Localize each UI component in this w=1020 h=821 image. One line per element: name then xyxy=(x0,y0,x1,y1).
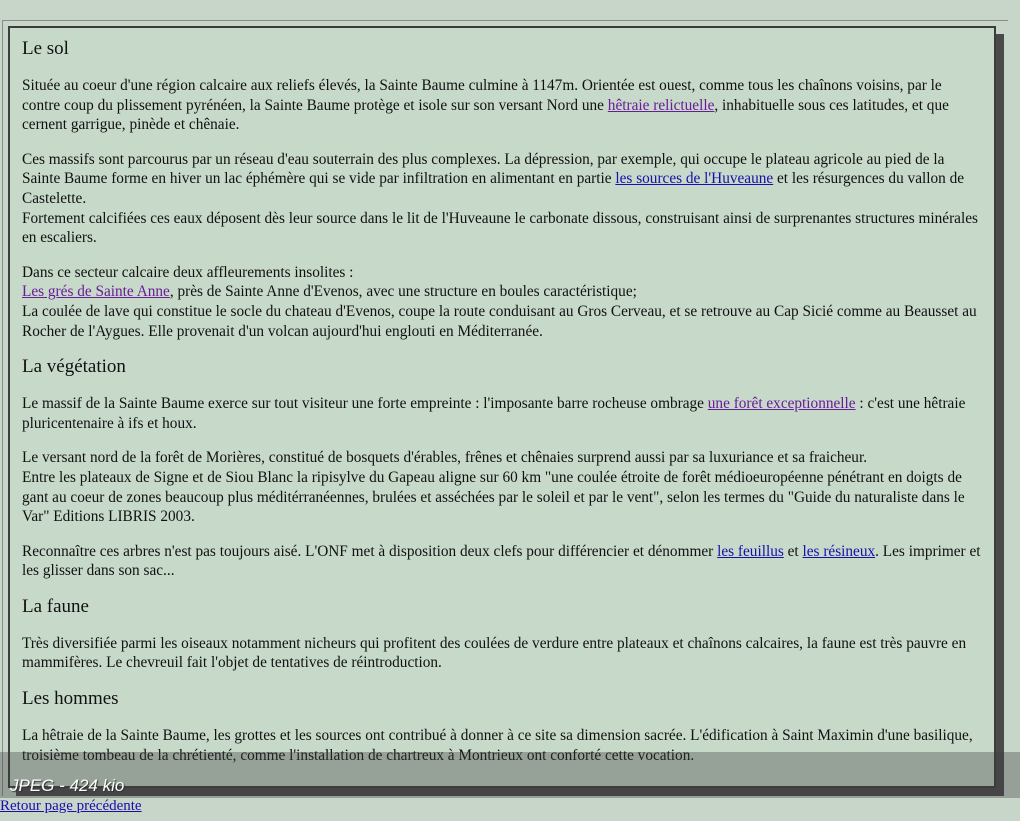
link-sources-huveaune[interactable]: les sources de l'Huveaune xyxy=(615,170,774,188)
content-panel xyxy=(8,26,996,788)
paragraph: Le versant nord de la forêt de Morières, constitué de bosquets d'érables, frênes et chênaies surprend aussi par sa luxuriance et sa fraicheur. Entre les plateaux de Signe et de Siou Blanc la ripisylve du Gapeau aligne sur 60 km "une coulée étroite de forêt médioeuropéenne pénétrant en doigts de gant au coeur de zones beaucoup plus méditérranéennes, brulées et asséchées par le soleil et par le vent", selon les termes du "Guide du naturaliste dans le Var" Editions LIBRIS 2003. xyxy=(22,449,965,526)
paragraph: Dans ce secteur calcaire deux affleurements insolites : Les grés de Sainte Anne, près de Sainte Anne d'Evenos, avec une structure en boules caractéristique; La coulée de lave qui constitue le socle du chateau d'Evenos, coupe la route conduisant au Gros Cerveau, et se retrouve au Cap Sicié comme au Beausset au Rocher de l'Aygues. Elle provenait d'un volcan aujourd'hui englouti en Méditerranée. xyxy=(22,263,977,340)
heading-vegetation: La végétation xyxy=(22,356,126,378)
link-feuillus[interactable]: les feuillus xyxy=(717,542,784,560)
paragraph: Le massif de la Sainte Baume exerce sur tout visiteur une forte empreinte : l'imposante barre rocheuse ombrage une forêt exceptionnelle : c'est une hêtraie pluricentenaire à ifs et houx. xyxy=(22,395,966,432)
back-link[interactable]: Retour page précédente xyxy=(0,798,142,814)
image-caption-bar xyxy=(0,752,1020,798)
paragraph: La hêtraie de la Sainte Baume, les grottes et les sources ont contribué à donner à ce site sa dimension sacrée. L'édification à Saint Maximin d'une basilique, troisième tombeau de la chrétienté, comme l'installation de chartreux à Montrieux ont conforté cette vocation. xyxy=(22,727,973,764)
heading-hommes: Les hommes xyxy=(22,688,119,710)
link-hetraie-relictuelle[interactable]: hêtraie relictuelle xyxy=(607,96,715,114)
top-strip xyxy=(0,0,1020,20)
paragraph: Ces massifs sont parcourus par un réseau d'eau souterrain des plus complexes. La dépression, par exemple, qui occupe le plateau agricole au pied de la Sainte Baume forme en hiver un lac éphémère qui se vide par infiltration en alimentant en partie les sources de l'Huveaune et les résurgences du vallon de Castelette. Fortement calcifiées ces eaux déposent dès leur source dans le lit de l'Huveaune le carbonate dissous, construisant ainsi de surprenantes structures minérales en escaliers. xyxy=(22,150,978,247)
image-caption: JPEG - 424 kio xyxy=(10,776,125,795)
link-foret-exceptionnelle[interactable]: une forêt exceptionnelle xyxy=(707,395,856,413)
link-gres-sainte-anne[interactable]: Les grés de Sainte Anne xyxy=(22,283,170,301)
paragraph: Très diversifiée parmi les oiseaux notamment nicheurs qui profitent des coulées de verdure entre plateaux et chaînons calcaires, la faune est très pauvre en mammifères. Le chevreuil fait l'objet de tentatives de réintroduction. xyxy=(22,634,967,672)
paragraph: Située au coeur d'une région calcaire aux reliefs élevés, la Sainte Baume culmine à 1147m. Orientée est ouest, comme tous les chaînons voisins, par le contre coup du plissement pyrénéen, la Sainte Baume protège et isole sur son versant Nord une hêtraie relictuelle, inhabituelle sous ces latitudes, et que cernent garrigue, pinède et chênaie. xyxy=(22,77,949,134)
heading-sol: Le sol xyxy=(22,38,69,59)
heading-faune: La faune xyxy=(22,595,89,617)
link-resineux[interactable]: les résineux xyxy=(802,542,876,560)
paragraph: Reconnaître ces arbres n'est pas toujours aisé. L'ONF met à disposition deux clefs pour différencier et dénommer les feuillus et les résineux. Les imprimer et les glisser dans son sac... xyxy=(22,542,981,580)
